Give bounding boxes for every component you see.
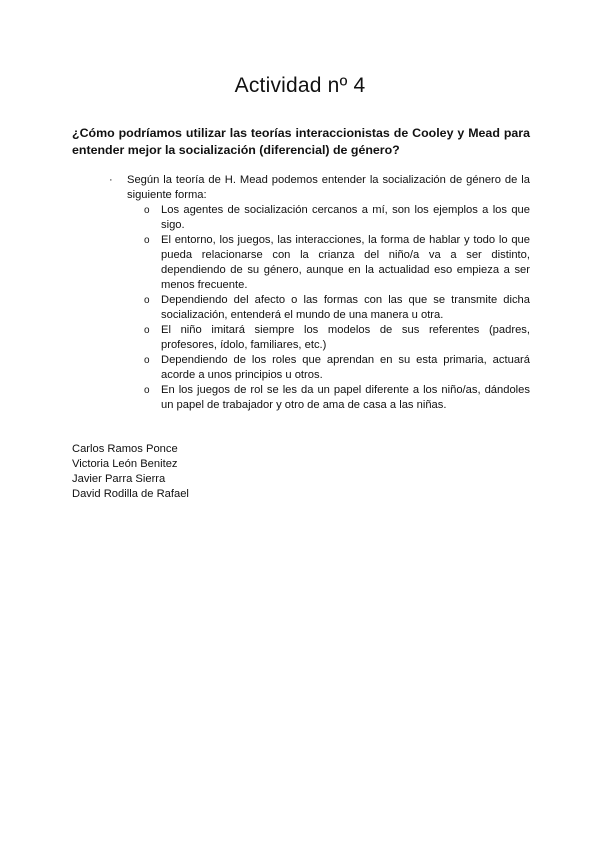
author-name: Victoria León Benitez xyxy=(72,458,178,470)
author-name: Javier Parra Sierra xyxy=(72,473,166,485)
list-item xyxy=(144,353,530,383)
intro-paragraph xyxy=(109,173,530,203)
list-marker: o xyxy=(144,295,150,306)
authors-list xyxy=(72,442,189,502)
list-item-text: El entorno, los juegos, las interacciones, la forma de hablar y todo lo que pueda relacionarse con la crianza del niño/a va a ser distinto, dependiendo de su género, aunque en la actualidad eso empieza a ser menos frecuente. xyxy=(161,234,530,291)
list-item-text: Dependiendo del afecto o las formas con las que se transmite dicha socialización, entenderá el mundo de una manera u otra. xyxy=(161,294,530,321)
author-name: Carlos Ramos Ponce xyxy=(72,443,178,455)
list-item xyxy=(144,233,530,293)
list-item xyxy=(144,203,530,233)
list-marker: o xyxy=(144,325,150,336)
list-item xyxy=(144,293,530,323)
list-item-text: Dependiendo de los roles que aprendan en su esta primaria, actuará acorde a unos principios u otros. xyxy=(161,354,530,381)
list-item-text: Los agentes de socialización cercanos a mí, son los ejemplos a los que sigo. xyxy=(161,204,530,231)
author-name: David Rodilla de Rafael xyxy=(72,488,189,500)
list-marker: o xyxy=(144,355,150,366)
list-item xyxy=(144,323,530,353)
page-title: Actividad nº 4 xyxy=(234,74,366,97)
list-marker: o xyxy=(144,235,150,246)
list-item-text: En los juegos de rol se les da un papel diferente a los niño/as, dándoles un papel de trabajador y otro de ama de casa a las niñas. xyxy=(161,384,530,411)
list-item-text: El niño imitará siempre los modelos de sus referentes (padres, profesores, ídolo, familiares, etc.) xyxy=(161,324,530,351)
points-list xyxy=(144,203,530,413)
question-heading: ¿Cómo podríamos utilizar las teorías interaccionistas de Cooley y Mead para entender mejor la socialización (diferencial) de género? xyxy=(72,126,530,157)
list-marker: o xyxy=(144,205,150,216)
list-marker: o xyxy=(144,385,150,396)
intro-text: Según la teoría de H. Mead podemos entender la socialización de género de la siguiente forma: xyxy=(127,174,530,201)
bullet-marker: · xyxy=(109,174,113,186)
list-item xyxy=(144,383,530,413)
